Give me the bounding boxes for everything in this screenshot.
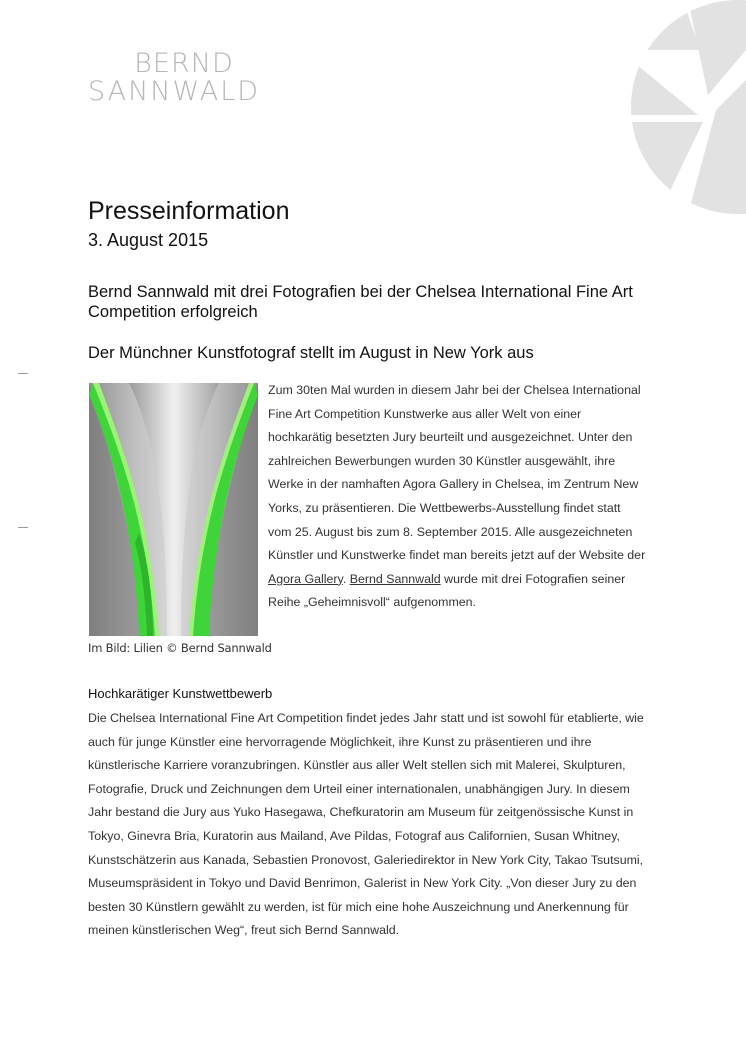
press-date: 3. August 2015 [88, 230, 209, 250]
section-heading: Hochkarätiger Kunstwettbewerb [88, 686, 273, 701]
logo-line-first-name: BERND [134, 48, 234, 79]
lilies-photo [89, 383, 258, 636]
intro-text-before: Zum 30ten Mal wurden in diesem Jahr bei der Chelsea International Fine Art Competition Kunstwerke aus aller Welt von einer hochkarätig besetzten Jury beurteilt und ausgezeichnet. Unter den zahlreichen Bewerbungen wurden 30 Künstler ausgewählt, ihre Werke in der namhaften Agora Gallery in Chelsea, im Zentrum New Yorks, zu präsentieren. Die Wettbewerbs-Ausstellung findet statt vom 25. August bis zum 8. September 2015. Alle ausgezeichneten Künstler und Kunstwerke findet man bereits jetzt auf der Website der [268, 383, 646, 563]
intro-separator: . [342, 571, 350, 586]
page-title: Presseinformation [88, 197, 290, 225]
corner-logo-mark [628, 0, 746, 214]
subheadline: Der Münchner Kunstfotograf stellt im August in New York aus [88, 344, 534, 362]
agora-gallery-link[interactable]: Agora Gallery [268, 571, 343, 586]
intro-paragraph [268, 379, 646, 615]
brand-logo [88, 50, 278, 106]
headline: Bernd Sannwald mit drei Fotografien bei der Chelsea International Fine Art Competition erfolgreich [88, 283, 633, 321]
fold-mark-lower [18, 527, 28, 528]
image-caption: Im Bild: Lilien © Bernd Sannwald [88, 641, 272, 655]
fold-mark-upper [18, 373, 28, 374]
section-body: Die Chelsea International Fine Art Competition findet jedes Jahr statt und ist sowohl für etablierte, wie auch für junge Künstler eine hervorragende Möglichkeit, ihre Kunst zu präsentieren und ihre künstlerische Karriere voranzubringen. Künstler aus aller Welt stellen sich mit Malerei, Skulpturen, Fotografie, Druck und Zeichnungen dem Urteil einer internationalen, unabhängigen Jury. In diesem Jahr bestand die Jury aus Yuko Hasegawa, Chefkuratorin am Museum für zeitgenössische Kunst in Tokyo, Ginevra Bria, Kuratorin aus Mailand, Ave Pildas, Fotograf aus Californien, Susan Whitney, Kunstschätzerin aus Kanada, Sebastien Pronovost, Galeriedirektor in New York City, Takao Tsutsumi, Museumspräsident in Tokyo und David Benrimon, Galerist in New York City. „Von dieser Jury zu den besten 30 Künstlern gewählt zu werden, ist für mich eine hohe Auszeichnung und Anerkennung für meinen künstlerischen Weg“, freut sich Bernd Sannwald. [88, 711, 644, 938]
bernd-sannwald-link[interactable]: Bernd Sannwald [349, 571, 441, 586]
logo-line-last-name: SANNWALD [88, 76, 261, 107]
intro-text-after: wurde mit drei Fotografien seiner Reihe „Geheimnisvoll“ aufgenommen. [268, 571, 626, 610]
